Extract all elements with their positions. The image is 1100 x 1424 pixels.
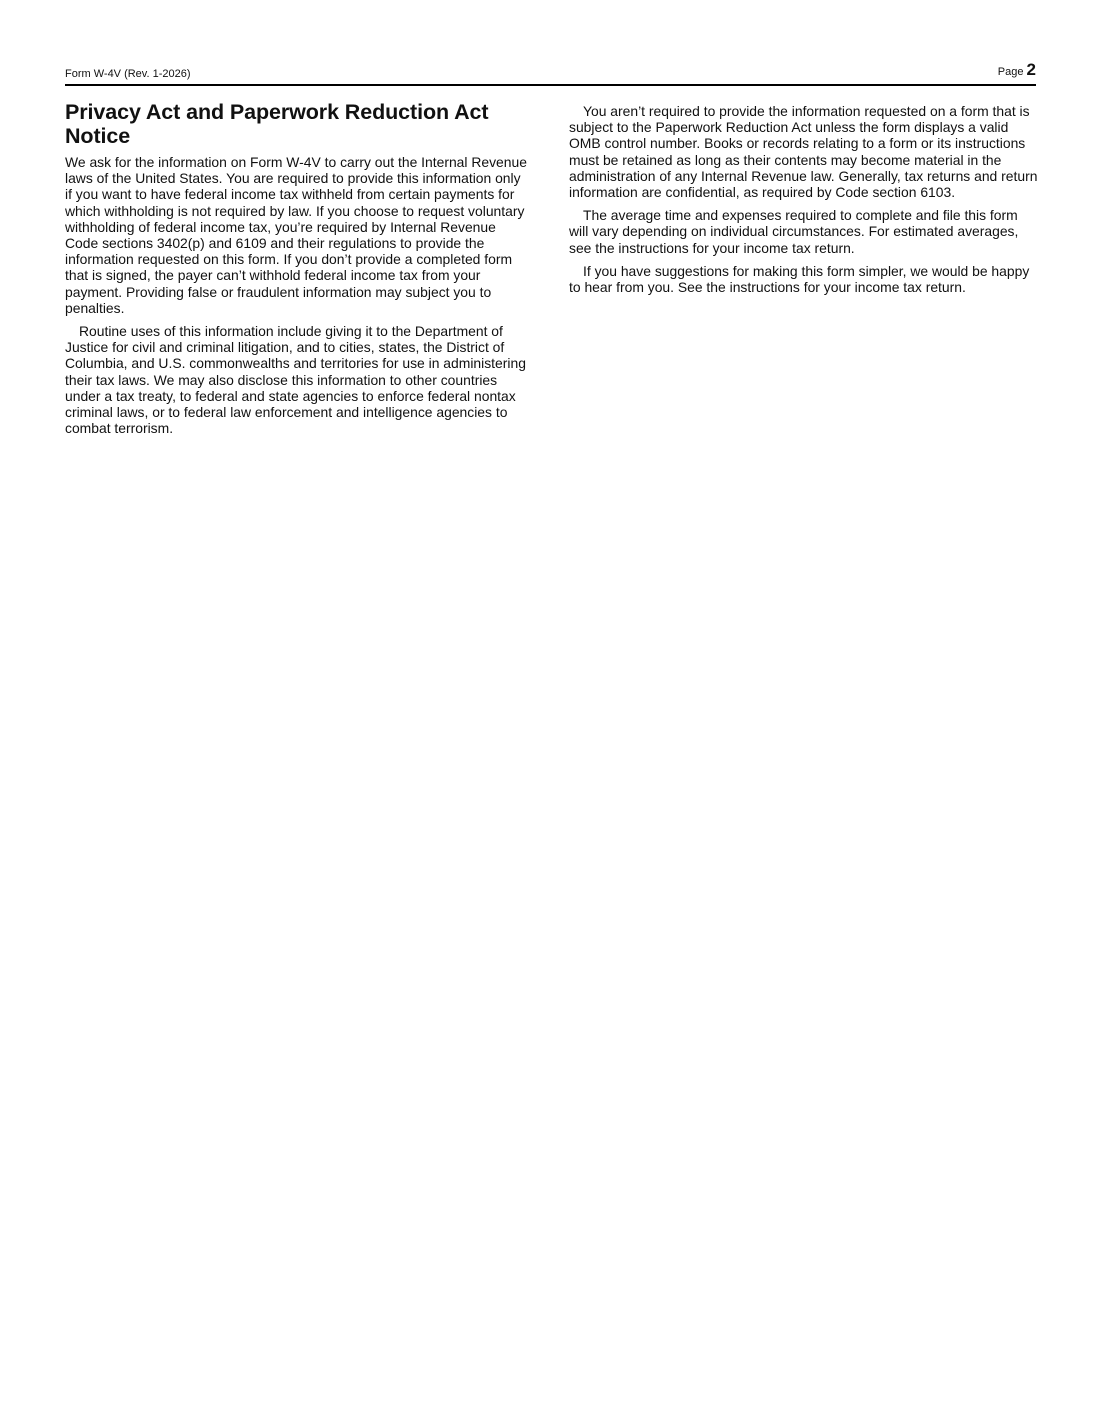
paperwork-paragraph-3: If you have suggestions for making this form simpler, we would be happy to hear from you. See the instructions for your income tax return. <box>569 262 1030 296</box>
paperwork-paragraph-2: The average time and expenses required to complete and file this form will vary depending on individual circumstances. For estimated averages, see the instructions for your income tax return. <box>569 207 1019 256</box>
document-page <box>65 60 1038 437</box>
privacy-paragraph-1: We ask for the information on Form W-4V to carry out the Internal Revenue laws of the United States. You are required to provide this information only if you want to have federal income tax withheld from certain payments for which withholding is not required by law. If you choose to request voluntary withholding of federal income tax, you’re required by Internal Revenue Code sections 3402(p) and 6109 and their regulations to provide the information requested on this form. If you don’t provide a completed form that is signed, the payer can’t withhold federal income tax from your payment. Providing false or fraudulent information may subject you to penalties. <box>65 154 527 316</box>
page-number-indicator <box>998 61 1036 81</box>
page-header <box>65 62 1036 86</box>
right-column <box>569 100 1038 302</box>
notice-title: Privacy Act and Paperwork Reduction Act Notice <box>65 100 489 148</box>
left-column <box>65 100 531 443</box>
page-label: Page <box>997 66 1024 78</box>
paperwork-paragraph-1: You aren’t required to provide the information requested on a form that is subject to the Paperwork Reduction Act unless the form displays a valid OMB control number. Books or records relating to a form or its instructions must be retained as long as their contents may become material in the administration of any Internal Revenue law. Generally, tax returns and return information are confidential, as required by Code section 6103. <box>569 103 1038 201</box>
form-revision-label: Form W-4V (Rev. 1-2026) <box>65 68 191 80</box>
page-number: 2 <box>1026 60 1036 79</box>
privacy-paragraph-2: Routine uses of this information include giving it to the Department of Justice for civil and criminal litigation, and to cities, states, the District of Columbia, and U.S. commonwealths and territories for use in administering their tax laws. We may also disclose this information to other countries under a tax treaty, to federal and state agencies to enforce federal nontax criminal laws, or to federal law enforcement and intelligence agencies to combat terrorism. <box>65 323 526 437</box>
